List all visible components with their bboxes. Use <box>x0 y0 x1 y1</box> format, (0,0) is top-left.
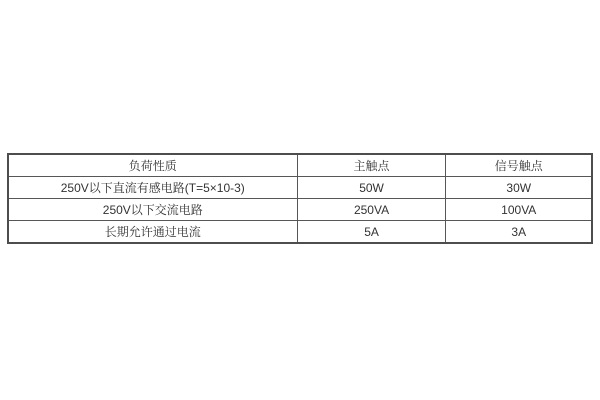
cell-main-contact-value: 250VA <box>297 199 446 221</box>
cell-load-type: 250V以下交流电路 <box>8 199 297 221</box>
cell-load-type: 长期允许通过电流 <box>8 221 297 244</box>
cell-signal-contact-value: 3A <box>446 221 592 244</box>
cell-main-contact-value: 5A <box>297 221 446 244</box>
cell-signal-contact-value: 30W <box>446 177 592 199</box>
cell-load-type: 250V以下直流有感电路(T=5×10-3) <box>8 177 297 199</box>
cell-signal-contact-value: 100VA <box>446 199 592 221</box>
table-header-row <box>8 154 592 177</box>
spec-table <box>7 153 593 244</box>
table-row-ac-circuit <box>8 199 592 221</box>
header-load-nature: 负荷性质 <box>8 154 297 177</box>
header-signal-contact: 信号触点 <box>446 154 592 177</box>
table-row-dc-inductive <box>8 177 592 199</box>
table-row-continuous-current <box>8 221 592 244</box>
header-main-contact: 主触点 <box>297 154 446 177</box>
cell-main-contact-value: 50W <box>297 177 446 199</box>
